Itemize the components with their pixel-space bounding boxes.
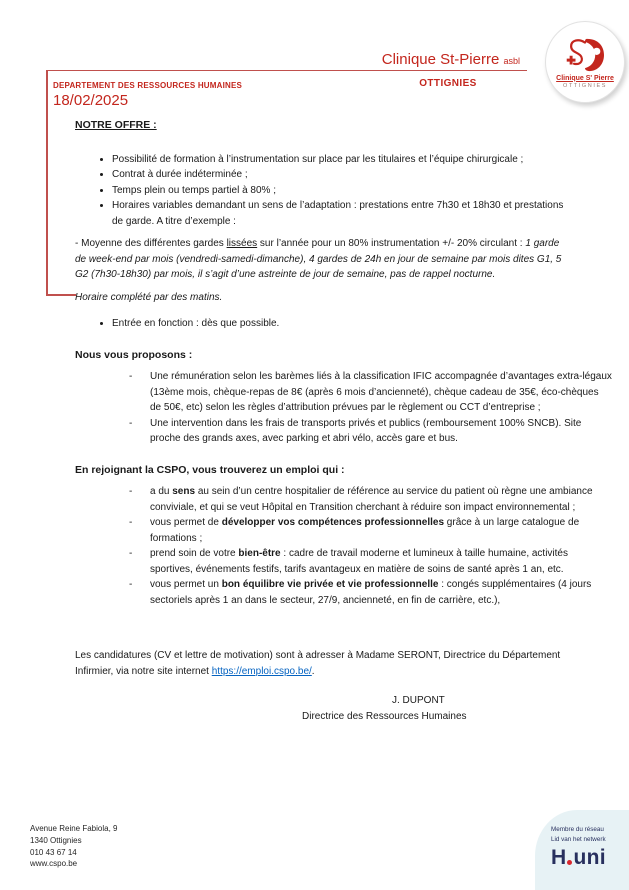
signature-name: J. DUPONT (392, 695, 445, 706)
garde-italic-detail: 1 garde de week-end par mois (vendredi-samedi-dimanche), 4 gardes de 24h en jour de semaine par mois dites G1, 5 G2 (7h30-18h30) par mois, il s’agit d’une astreinte de jour de semaine, pas de rappel nocturne. (75, 238, 562, 280)
entry-bullet-item: • Entrée en fonction : dès que possible. (112, 316, 572, 332)
department-label: DEPARTEMENT DES RESSOURCES HUMAINES (53, 81, 243, 90)
job-quality-item (75, 577, 612, 608)
entry-bullet-list (75, 316, 572, 332)
benefit-item-text: Une rémunération selon les barèmes liés à la classification IFIC accompagnée d’avantages extra-légaux (13ème mois, chèque-repas de 8€ (après 6 mois d’ancienneté), chèque cadeau de 35€, éco-chèques de 50€, etc) selon les règles d’attribution prévues par le règlement ou CCT d’entreprise ; (150, 371, 612, 413)
job-quality-item (75, 546, 612, 577)
application-paragraph (75, 648, 572, 679)
job-quality-item-pre: prend soin de votre (150, 548, 239, 559)
header-rule-top (47, 70, 527, 71)
propose-heading: Nous vous proposons : (75, 348, 193, 361)
application-link[interactable]: https://emploi.cspo.be/ (211, 665, 312, 677)
benefit-item (75, 416, 612, 447)
huni-logo (551, 846, 606, 870)
horaire-note: Horaire complété par des matins. (75, 291, 223, 303)
application-text-end: . (311, 665, 315, 677)
job-quality-item-bold: sens (172, 486, 196, 497)
address-block (30, 823, 117, 870)
clinic-name-text: Clinique St-Pierre (381, 51, 500, 68)
garde-underlined-word: lissées (226, 238, 258, 249)
offer-bullet-item: • Temps plein ou temps partiel à 80% ; (112, 183, 572, 199)
header-rule-left (46, 70, 48, 295)
job-quality-item (75, 515, 612, 546)
garde-prefix: - Moyenne des différentes gardes (75, 238, 227, 249)
address-line: 010 43 67 14 (30, 847, 77, 857)
benefit-item-text: Une intervention dans les frais de transports privés et publics (remboursement 100% SNCB). Site proche des grands axes, avec parking et abri vélo, accès gare et bus. (150, 417, 582, 444)
join-heading: En rejoignant la CSPO, vous trouverez un emploi qui : (75, 463, 345, 476)
clinic-name (320, 51, 520, 68)
job-quality-item (75, 484, 612, 515)
address-line: 1340 Ottignies (30, 835, 82, 845)
address-line: Avenue Reine Fabiola, 9 (30, 824, 118, 833)
job-quality-item-bold: développer vos compétences professionnelles (221, 517, 445, 528)
benefits-list (75, 369, 612, 447)
letter-body (75, 118, 612, 724)
offer-heading: NOTRE OFFRE : (75, 119, 157, 131)
clinic-city: OTTIGNIES (419, 78, 477, 89)
job-quality-item-post: grâce à un large catalogue de formations ; (150, 517, 580, 544)
offer-bullet-list (75, 152, 572, 230)
job-quality-item-post: : cadre de travail moderne et lumineux à taille humaine, activités sportives, événements festifs, tarifs avantageux en matière de soins de santé après 1 an, etc. (150, 548, 568, 575)
huni-logo-dot-icon (567, 860, 572, 865)
network-line-nl: Lid van het netwerk (551, 835, 606, 843)
clinic-logo (545, 21, 625, 103)
job-quality-item-pre: vous permet de (150, 517, 222, 528)
address-line: www.cspo.be (30, 859, 78, 869)
garde-paragraph (75, 236, 572, 283)
job-quality-item-pre: vous permet un (150, 579, 222, 590)
application-text: Les candidatures (CV et lettre de motivation) sont à adresser à Madame SERONT, Directrice du Département Infirmier, via notre site internet (75, 650, 561, 677)
job-quality-item-bold: bien-être (238, 548, 281, 559)
offer-bullet-item: • Horaires variables demandant un sens de l’adaptation : prestations entre 7h30 et 18h30 et prestations de garde. A titre d’exemple : (112, 198, 572, 229)
huni-logo-h: H (551, 846, 567, 870)
job-qualities-list (75, 484, 612, 608)
job-quality-item-pre: a du (150, 486, 173, 497)
document-date: 18/02/2025 (53, 92, 129, 109)
header-rule-stub (46, 294, 76, 296)
offer-bullet-item: • Possibilité de formation à l’instrumentation sur place par les titulaires et l’équipe chirurgicale ; (112, 152, 572, 168)
benefit-item (75, 369, 612, 416)
csp-monogram-icon (562, 36, 608, 74)
clinic-suffix: asbl (503, 56, 520, 66)
job-quality-item-post: au sein d’un centre hospitalier de référence au service du patient où règne une ambiance conviviale, et qui se veut Hôpital en Transition cherchant à réduire son impact environnemental ; (150, 486, 593, 513)
logo-clinic-name: Clinique S' Pierre (556, 74, 614, 82)
huni-logo-rest: uni (573, 846, 606, 870)
job-quality-item-bold: bon équilibre vie privée et vie professionnelle (221, 579, 439, 590)
garde-middle: sur l’année pour un 80% instrumentation +/- 20% circulant : (257, 238, 526, 249)
network-line-fr: Membre du réseau (551, 826, 604, 833)
offer-bullet-item: • Contrat à durée indéterminée ; (112, 167, 572, 183)
logo-clinic-city: OTTIGNIES (562, 82, 608, 89)
huni-network-block (551, 825, 606, 870)
job-quality-item-post: : congés supplémentaires (4 jours sectoriels après 1 an dans le secteur, 27/9, ancienneté, en fin de carrière, etc.), (150, 579, 592, 606)
signature-title: Directrice des Ressources Humaines (302, 710, 467, 722)
